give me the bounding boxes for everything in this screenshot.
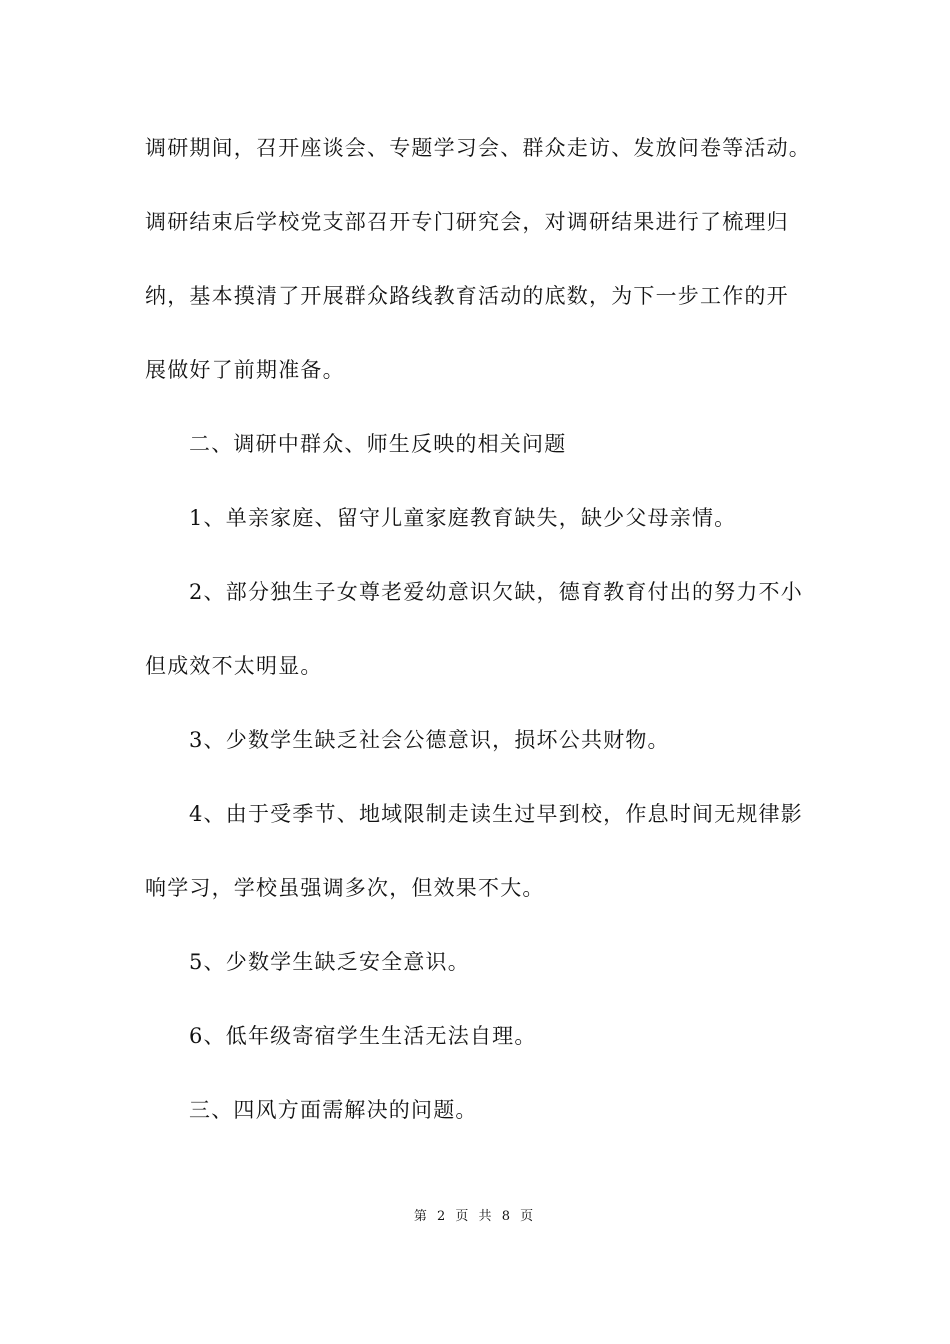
page-number-footer: 第 2 页 共 8 页	[413, 1209, 537, 1224]
list-item: 1、单亲家庭、留守儿童家庭教育缺失，缺少父母亲情。	[189, 506, 737, 530]
list-item: 6、低年级寄宿学生生活无法自理。	[189, 1024, 537, 1048]
section-heading: 二、调研中群众、师生反映的相关问题	[189, 432, 567, 456]
paragraph-line: 调研结束后学校党支部召开专门研究会，对调研结果进行了梳理归	[145, 210, 789, 234]
list-item: 5、少数学生缺乏安全意识。	[189, 950, 470, 974]
paragraph-line: 展做好了前期准备。	[145, 358, 345, 382]
document-body	[145, 136, 825, 1172]
list-item: 3、少数学生缺乏社会公德意识，损坏公共财物。	[189, 728, 670, 752]
section-heading: 三、四风方面需解决的问题。	[189, 1098, 478, 1122]
list-item-continuation: 但成效不太明显。	[145, 654, 323, 678]
list-item: 2、部分独生子女尊老爱幼意识欠缺，德育教育付出的努力不小	[189, 580, 803, 604]
list-item: 4、由于受季节、地域限制走读生过早到校，作息时间无规律影	[189, 802, 803, 826]
paragraph-line: 调研期间，召开座谈会、专题学习会、群众走访、发放问卷等活动。	[145, 136, 811, 160]
list-item-continuation: 响学习，学校虽强调多次，但效果不大。	[145, 876, 545, 900]
paragraph-line: 纳，基本摸清了开展群众路线教育活动的底数，为下一步工作的开	[145, 284, 789, 308]
